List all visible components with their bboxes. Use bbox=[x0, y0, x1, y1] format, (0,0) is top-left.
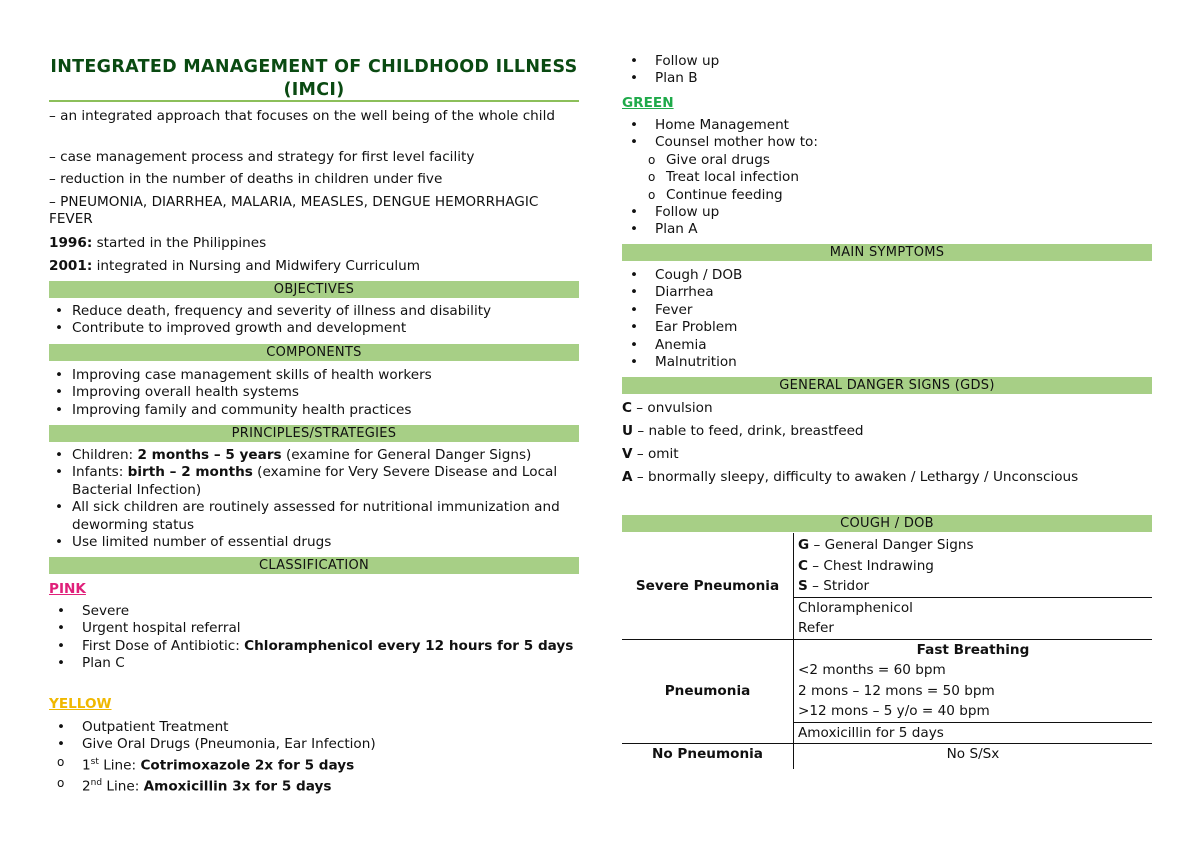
intro-line-2: – case management process and strategy for first level facility bbox=[49, 149, 475, 165]
list-item: • Malnutrition bbox=[630, 354, 737, 371]
list-item: • Use limited number of essential drugs bbox=[55, 534, 332, 551]
principles-list bbox=[49, 447, 579, 551]
table-cell: S – Stridor bbox=[798, 578, 870, 594]
table-cell: >12 mons – 5 y/o = 40 bpm bbox=[798, 703, 990, 719]
yellow-list bbox=[49, 719, 579, 796]
list-item: • Ear Problem bbox=[630, 319, 738, 336]
list-item: • Improving family and community health practices bbox=[55, 401, 412, 418]
components-list bbox=[49, 367, 579, 419]
cough-dob-header: COUGH / DOB bbox=[622, 515, 1152, 532]
list-item: o 1st Line: Cotrimoxazole 2x for 5 days bbox=[57, 754, 355, 774]
table-cell: Amoxicillin for 5 days bbox=[794, 722, 1153, 744]
pneumonia-label: Pneumonia bbox=[622, 639, 794, 744]
gds-row-v: V – omit bbox=[622, 446, 679, 462]
page-title: INTEGRATED MANAGEMENT OF CHILDHOOD ILLNESS (IMCI) bbox=[50, 57, 578, 100]
list-item: • Counsel mother how to: bbox=[630, 134, 818, 151]
list-item: • Contribute to improved growth and development bbox=[55, 320, 407, 337]
cough-dob-table bbox=[622, 533, 1152, 769]
list-item: • Home Management bbox=[630, 117, 790, 133]
green-label: GREEN bbox=[622, 95, 674, 111]
intro-line-1: – an integrated approach that focuses on the well being of the whole child bbox=[49, 108, 555, 124]
gds-header: GENERAL DANGER SIGNS (GDS) bbox=[622, 377, 1152, 394]
no-pneumonia-label: No Pneumonia bbox=[622, 744, 794, 769]
list-item: • First Dose of Antibiotic: Chloramphenicol every 12 hours for 5 days bbox=[57, 637, 574, 654]
table-row bbox=[622, 744, 1152, 769]
gds-row-c: C – onvulsion bbox=[622, 400, 713, 416]
list-item: • Follow up bbox=[630, 53, 720, 69]
objectives-list bbox=[49, 303, 579, 338]
list-item: • Fever bbox=[630, 301, 693, 318]
list-item: • Plan C bbox=[57, 655, 125, 672]
list-item: • Follow up bbox=[630, 204, 720, 221]
table-cell: Fast Breathing bbox=[794, 639, 1153, 660]
components-header: COMPONENTS bbox=[49, 344, 579, 361]
title-rule bbox=[49, 100, 579, 102]
main-symptoms-header: MAIN SYMPTOMS bbox=[622, 244, 1152, 261]
intro-line-3: – reduction in the number of deaths in children under five bbox=[49, 171, 443, 187]
list-item: • Diarrhea bbox=[630, 284, 714, 301]
yellow-label: YELLOW bbox=[49, 696, 112, 712]
table-cell: Chloramphenicol bbox=[794, 597, 1153, 618]
gds-row-a: A – bnormally sleepy, difficulty to awaken / Lethargy / Unconscious bbox=[622, 469, 1079, 485]
list-item: • Reduce death, frequency and severity of illness and disability bbox=[55, 303, 492, 319]
list-item: • Cough / DOB bbox=[630, 267, 743, 283]
list-item: • Plan A bbox=[630, 221, 698, 238]
list-item: o Treat local infection bbox=[648, 169, 799, 186]
list-item: • Plan B bbox=[630, 70, 698, 87]
table-cell: 2 mons – 12 mons = 50 bpm bbox=[798, 682, 995, 699]
pink-label: PINK bbox=[49, 581, 86, 597]
yellow-list-continued bbox=[622, 53, 1152, 88]
list-item: o Give oral drugs bbox=[648, 151, 770, 168]
table-cell: <2 months = 60 bpm bbox=[798, 662, 946, 678]
list-item: • Children: 2 months – 5 years (examine for General Danger Signs) bbox=[55, 447, 532, 463]
intro-line-4: – PNEUMONIA, DIARRHEA, MALARIA, MEASLES, DENGUE HEMORRHAGIC FEVER bbox=[49, 194, 539, 227]
list-item: • All sick children are routinely assessed for nutritional immunization and deworming status bbox=[55, 499, 560, 533]
list-item: • Anemia bbox=[630, 336, 707, 353]
classification-header: CLASSIFICATION bbox=[49, 557, 579, 574]
history-1996: 1996: started in the Philippines bbox=[49, 235, 267, 251]
table-cell: C – Chest Indrawing bbox=[798, 557, 934, 574]
severe-pneumonia-label: Severe Pneumonia bbox=[622, 533, 794, 639]
table-cell: G – General Danger Signs bbox=[798, 537, 974, 553]
list-item: o 2nd Line: Amoxicillin 3x for 5 days bbox=[57, 775, 332, 795]
table-row bbox=[622, 639, 1152, 660]
objectives-header: OBJECTIVES bbox=[49, 281, 579, 298]
table-row bbox=[622, 533, 1152, 556]
history-2001: 2001: integrated in Nursing and Midwifery Curriculum bbox=[49, 258, 420, 274]
list-item: o Continue feeding bbox=[648, 186, 783, 203]
list-item: • Improving case management skills of health workers bbox=[55, 367, 432, 383]
list-item: • Severe bbox=[57, 603, 130, 619]
list-item: • Urgent hospital referral bbox=[57, 620, 241, 637]
list-item: • Give Oral Drugs (Pneumonia, Ear Infection) bbox=[57, 736, 376, 753]
table-cell: Refer bbox=[798, 620, 834, 636]
principles-header: PRINCIPLES/STRATEGIES bbox=[49, 425, 579, 442]
main-symptoms-list bbox=[622, 267, 1152, 371]
list-item: • Infants: birth – 2 months (examine for Very Severe Disease and Local Bacterial Infection) bbox=[55, 464, 558, 498]
green-list bbox=[622, 117, 1152, 239]
list-item: • Outpatient Treatment bbox=[57, 719, 229, 735]
gds-row-u: U – nable to feed, drink, breastfeed bbox=[622, 423, 864, 439]
table-cell: No S/Sx bbox=[794, 744, 1153, 769]
list-item: • Improving overall health systems bbox=[55, 384, 299, 401]
pink-list bbox=[49, 603, 579, 673]
